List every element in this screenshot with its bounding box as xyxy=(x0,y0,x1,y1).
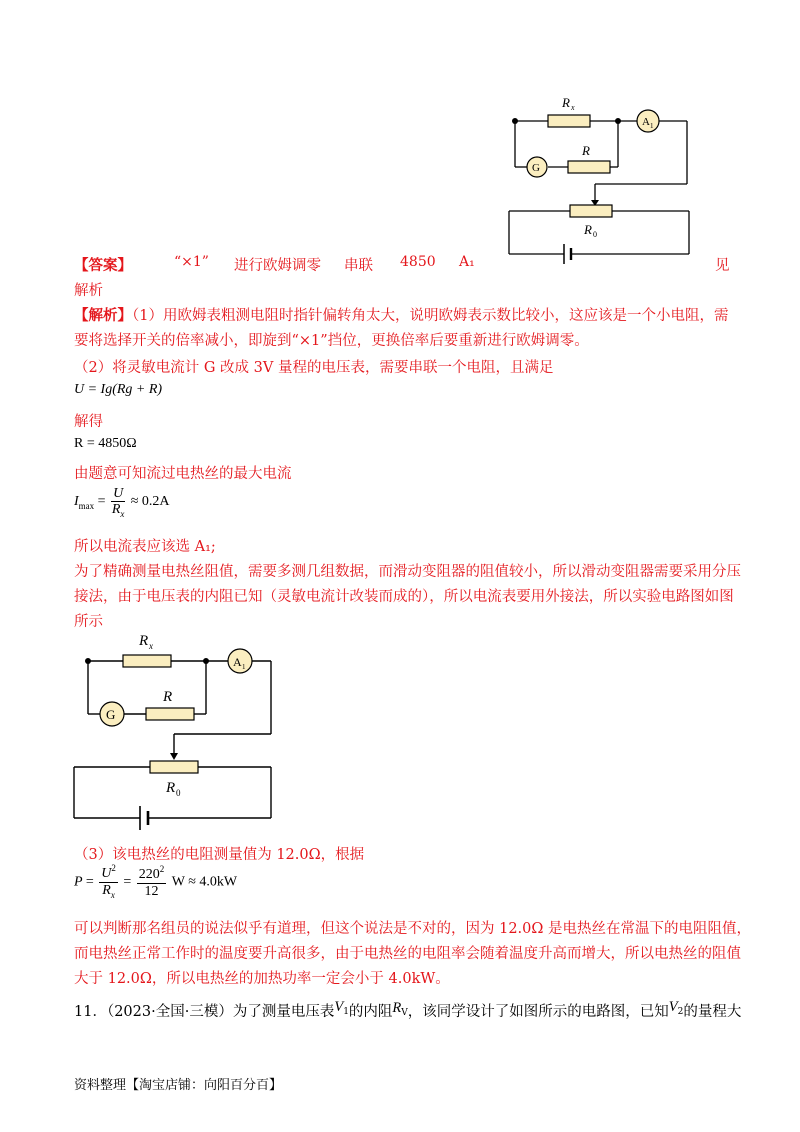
eq3-rhs: ≈ 0.2A xyxy=(130,494,170,510)
q11-rv: R xyxy=(392,1000,402,1016)
q11-v1: V xyxy=(334,999,344,1015)
eq4-num1-sup: 2 xyxy=(111,863,116,873)
answer-5: A₁ xyxy=(459,254,475,270)
label-r: R xyxy=(582,143,590,158)
resistor-rx-2 xyxy=(123,655,171,667)
eq3-fraction xyxy=(111,486,125,518)
junction-dot-left xyxy=(512,118,518,124)
label-g-2: G xyxy=(106,707,116,722)
junction-dot-left-2 xyxy=(85,658,91,664)
analysis-p3: 由题意可知流过电热丝的最大电流 xyxy=(74,466,292,482)
answer-1: “×1” xyxy=(174,254,209,270)
analysis-p5-line1: 为了精确测量电热丝阻值，需要多测几组数据，而滑动变阻器的阻值较小，所以滑动变阻器需要采用分压 xyxy=(74,564,741,580)
answer-4: 4850 xyxy=(400,254,436,270)
equation-3: $I_{max}$ = $\frac{U}{R_x}$ ≈ 0.2A xyxy=(74,486,170,519)
label-r0-2: R xyxy=(166,780,176,796)
eq3-den-sub: x xyxy=(120,509,125,519)
label-rx-sub: x xyxy=(571,103,575,112)
resistor-r-2 xyxy=(146,708,194,720)
analysis-p6: （3）该电热丝的电阻测量值为 12.0Ω，根据 xyxy=(74,847,365,863)
q11-text-b: 的内阻 xyxy=(348,1004,393,1020)
label-r0: R xyxy=(584,222,592,237)
q11-text-a: 11．（2023·全国·三模）为了测量电压表 xyxy=(74,1004,335,1020)
analysis-p5-line3: 所示 xyxy=(74,614,103,630)
analysis-p5-line2: 接法，由于电压表的内阻已知（灵敏电流计改装而成的），所以电流表要用外接法，所以实验电路图如图 xyxy=(74,589,734,605)
label-rx-sub-2: x xyxy=(149,641,153,651)
label-a-sub: 1 xyxy=(650,122,654,130)
analysis-p1-line1 xyxy=(74,304,728,325)
eq4-lhs: P xyxy=(74,874,83,890)
eq3-lhs-sub: max xyxy=(78,501,95,512)
eq3-den-wrap xyxy=(111,502,125,518)
eq4-rhs: W ≈ 4.0kW xyxy=(171,874,238,890)
circuit-diagram-bottom xyxy=(68,630,288,835)
eq4-num1-wrap xyxy=(99,863,118,883)
q11-v1-sub: 1 xyxy=(343,1007,349,1017)
circuit-diagram-top xyxy=(495,88,715,268)
label-a-sub-2: 1 xyxy=(242,663,246,671)
eq4-num2-sup: 2 xyxy=(159,863,165,874)
eq3-lhs: I xyxy=(74,494,79,510)
answer-7: 解析 xyxy=(74,283,103,299)
eq4-num2-wrap xyxy=(137,863,167,884)
equation-2 xyxy=(74,436,137,452)
eq4-den2: 12 xyxy=(144,883,159,899)
eq4-fraction-2 xyxy=(137,863,167,899)
q11-v2: V xyxy=(668,999,678,1015)
q11-v2-sub: 2 xyxy=(677,1007,684,1017)
equation-1-text: U = Ig(Rg + R) xyxy=(74,382,163,397)
resistor-rx xyxy=(548,115,590,127)
label-rx-2: R xyxy=(139,633,149,649)
answer-3: 串联 xyxy=(344,258,373,274)
analysis-p1-text: （1）用欧姆表粗测电阻时指针偏转角太大，说明欧姆表示数比较小，这应该是一个小电阻，需 xyxy=(132,308,729,324)
analysis-p2: （2）将灵敏电流计 G 改成 3V 量程的电压表，需要串联一个电阻，且满足 xyxy=(74,360,554,376)
footer: 资料整理【淘宝店铺：向阳百分百】 xyxy=(74,1078,283,1093)
eq4-num1: U xyxy=(101,866,112,881)
solve-label: 解得 xyxy=(74,414,103,430)
analysis-p7-line3: 大于 12.0Ω，所以电热丝的加热功率一定会小于 4.0kW。 xyxy=(74,971,450,987)
resistor-r0 xyxy=(570,205,612,217)
eq3-num: U xyxy=(113,486,124,501)
label-r0-sub-2: 0 xyxy=(176,788,181,798)
equation-4: P = $\frac{U^2}{R_x}$ = $\frac{220^2}{12}$ W ≈ 4.0kW xyxy=(74,863,238,900)
eq4-num2: 220 xyxy=(138,866,160,882)
resistor-r0-2 xyxy=(150,761,198,773)
q11-rv-sub: V xyxy=(401,1008,408,1018)
label-r-2: R xyxy=(163,689,173,705)
analysis-tag: 【解析】 xyxy=(74,307,132,324)
junction-dot-right xyxy=(615,118,621,124)
label-g: G xyxy=(532,162,540,174)
question-11 xyxy=(74,1000,741,1021)
resistor-r xyxy=(568,161,610,173)
eq4-fraction-1 xyxy=(99,863,118,900)
analysis-p7-line2: 而电热丝正常工作时的温度要升高很多，由于电热丝的电阻率会随着温度升高而增大，所以电热丝的阻值 xyxy=(74,946,741,962)
eq4-den1: R xyxy=(102,883,111,898)
label-a: A xyxy=(642,116,650,128)
eq4-den1-sub: x xyxy=(110,890,115,900)
answer-2: 进行欧姆调零 xyxy=(234,258,321,274)
q11-text-d: 的量程大 xyxy=(683,1004,742,1020)
label-rx: R xyxy=(562,95,570,110)
junction-dot-right-2 xyxy=(203,658,209,664)
q11-text-c: ，该同学设计了如图所示的电路图，已知 xyxy=(407,1004,669,1020)
answer-tag: 【答案】 xyxy=(74,257,132,274)
analysis-p1-line2: 要将选择开关的倍率减小，即旋到“×1”挡位，更换倍率后要重新进行欧姆调零。 xyxy=(74,333,589,349)
label-r0-sub: 0 xyxy=(593,230,597,239)
analysis-p7-line1: 可以判断那名组员的说法似乎有道理，但这个说法是不对的，因为 12.0Ω 是电热丝在常温下的电阻阻值， xyxy=(74,921,752,937)
eq3-den: R xyxy=(111,502,121,517)
answer-6: 见 xyxy=(715,258,730,274)
analysis-p4: 所以电流表应该选 A₁; xyxy=(74,539,216,555)
eq4-den1-wrap xyxy=(99,883,118,899)
equation-1 xyxy=(74,382,162,398)
label-a-2: A xyxy=(233,655,242,669)
equation-2-text: R = 4850Ω xyxy=(74,436,137,451)
